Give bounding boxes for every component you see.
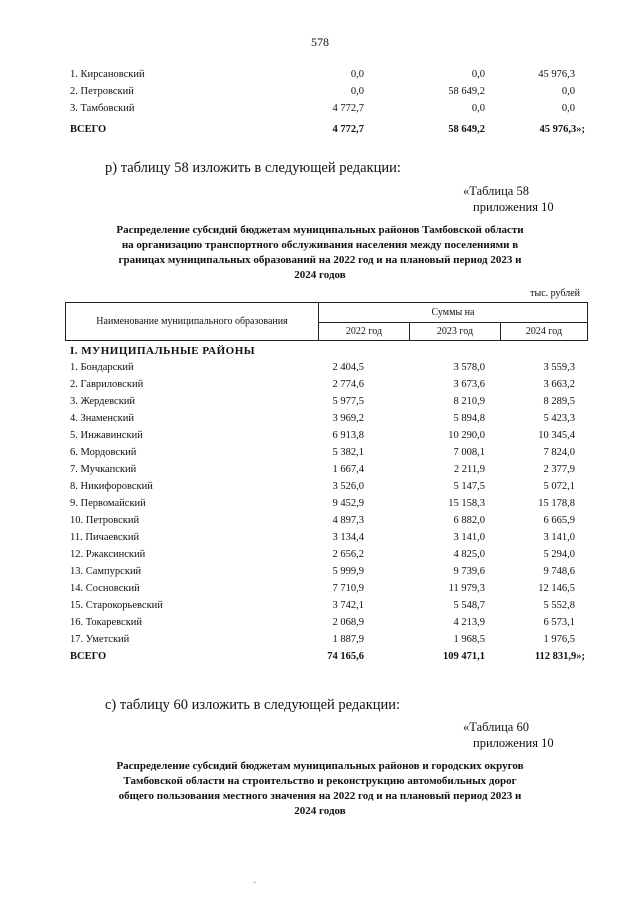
header-2023: 2023 год: [410, 323, 501, 341]
row-value-2024: 7 824,0: [543, 447, 575, 458]
row-value-2023: 8 210,9: [453, 396, 485, 407]
table-row: [70, 498, 585, 514]
page-number: 578: [311, 35, 329, 49]
row-value-2023: 10 290,0: [448, 430, 485, 441]
table-row: [70, 566, 585, 582]
row-value-2023: 4 213,9: [453, 617, 485, 628]
row-value-2024: 5 294,0: [543, 549, 575, 560]
header-2022: 2022 год: [319, 323, 410, 341]
row-value-2022: 2 404,5: [332, 362, 364, 373]
row-value-2023: 0,0: [471, 103, 485, 114]
row-value-2023: 15 158,3: [448, 498, 485, 509]
row-name: 1. Кирсановский: [70, 69, 145, 80]
header-sums: Суммы на: [319, 303, 588, 323]
row-value-2022: 4 897,3: [332, 515, 364, 526]
row-name: 10. Петровский: [70, 515, 140, 526]
row-value-2022: 2 774,6: [332, 379, 364, 390]
row-value-2023: 5 147,5: [453, 481, 485, 492]
row-value-2023: 1 968,5: [453, 634, 485, 645]
row-value-2022: 0,0: [350, 86, 364, 97]
row-name: 2. Петровский: [70, 86, 134, 97]
row-value-2022: 2 656,2: [332, 549, 364, 560]
row-value-2024: 5 552,8: [543, 600, 575, 611]
table-row: [70, 396, 585, 412]
table-row: [70, 634, 585, 650]
row-name: 12. Ржаксинский: [70, 549, 146, 560]
row-value-2024: 15 178,8: [538, 498, 575, 509]
row-value-2024: 1 976,5: [543, 634, 575, 645]
row-value-2024: 3 559,3: [543, 362, 575, 373]
row-value-2024: 10 345,4: [538, 430, 575, 441]
row-name: 2. Гавриловский: [70, 379, 144, 390]
title-line: 2024 годов: [294, 269, 346, 281]
row-value-2022: 5 382,1: [332, 447, 364, 458]
row-name: 13. Сампурский: [70, 566, 142, 577]
row-value-2022: 3 134,4: [332, 532, 364, 543]
row-value-2024: 0,0: [561, 103, 575, 114]
row-value-2023: 0,0: [471, 69, 485, 80]
row-name: 14. Сосновский: [70, 583, 140, 594]
row-value-2024: 2 377,9: [543, 464, 575, 475]
table-row: [70, 103, 585, 117]
row-value-2024: 3 663,2: [543, 379, 575, 390]
row-value-2022: 7 710,9: [332, 583, 364, 594]
row-value-2022: 9 452,9: [332, 498, 364, 509]
total-value-2024: 112 831,9»;: [534, 651, 585, 662]
table-ref-line2: приложения 10: [473, 200, 554, 214]
row-value-2023: 58 649,2: [448, 86, 485, 97]
row-value-2024: 12 146,5: [538, 583, 575, 594]
row-value-2023: 5 548,7: [453, 600, 485, 611]
row-name: 8. Никифоровский: [70, 481, 153, 492]
row-name: 7. Мучкапский: [70, 464, 137, 475]
table-row: [70, 515, 585, 531]
title-line: Тамбовской области на строительство и реконструкцию автомобильных дорог: [123, 775, 517, 787]
row-name: 4. Знаменский: [70, 413, 134, 424]
table-row: [70, 464, 585, 480]
row-value-2024: 6 665,9: [543, 515, 575, 526]
row-value-2023: 2 211,9: [453, 464, 485, 475]
total-value-2022: 4 772,7: [332, 124, 364, 135]
instruction-r: р) таблицу 58 изложить в следующей редакции:: [105, 160, 401, 176]
row-value-2023: 3 673,6: [453, 379, 485, 390]
row-value-2022: 1 667,4: [332, 464, 364, 475]
row-name: 9. Первомайский: [70, 498, 146, 509]
table-row: [70, 430, 585, 446]
row-name: 17. Уметский: [70, 634, 130, 645]
row-value-2022: 4 772,7: [332, 103, 364, 114]
row-value-2023: 5 894,8: [453, 413, 485, 424]
table-row: [70, 617, 585, 633]
table-row: [70, 86, 585, 100]
table-header: [65, 302, 588, 341]
table-row: [70, 447, 585, 463]
row-name: 16. Токаревский: [70, 617, 143, 628]
row-value-2022: 1 887,9: [332, 634, 364, 645]
title-line: Распределение субсидий бюджетам муниципальных районов Тамбовской области: [116, 224, 524, 236]
table-row: [70, 532, 585, 548]
row-value-2022: 5 977,5: [332, 396, 364, 407]
row-name: 6. Мордовский: [70, 447, 137, 458]
units-label: тыс. рублей: [530, 288, 580, 299]
total-value-2023: 58 649,2: [448, 124, 485, 135]
total-value-2023: 109 471,1: [443, 651, 485, 662]
table-ref-line1: «Таблица 60: [463, 720, 529, 734]
total-value-2022: 74 165,6: [327, 651, 364, 662]
row-name: 5. Инжавинский: [70, 430, 143, 441]
table-row: [70, 69, 585, 83]
table-row: [70, 583, 585, 599]
row-name: 3. Жердевский: [70, 396, 136, 407]
row-value-2023: 6 882,0: [453, 515, 485, 526]
row-name: 15. Старокорьевский: [70, 600, 163, 611]
row-value-2023: 4 825,0: [453, 549, 485, 560]
row-value-2024: 3 141,0: [543, 532, 575, 543]
row-value-2023: 3 141,0: [453, 532, 485, 543]
row-value-2022: 6 913,8: [332, 430, 364, 441]
section-title: I. МУНИЦИПАЛЬНЫЕ РАЙОНЫ: [70, 345, 256, 357]
title-line: общего пользования местного значения на 2022 год и на плановый период 2023 и: [118, 790, 522, 802]
stamp-mark: ": [253, 880, 257, 889]
row-name: 1. Бондарский: [70, 362, 134, 373]
table-title: [60, 759, 580, 819]
row-value-2024: 45 976,3: [538, 69, 575, 80]
row-value-2024: 5 423,3: [543, 413, 575, 424]
row-value-2023: 11 979,3: [448, 583, 485, 594]
table-row: [70, 362, 585, 378]
total-label: ВСЕГО: [70, 124, 107, 135]
row-value-2023: 3 578,0: [453, 362, 485, 373]
total-row: [70, 651, 585, 667]
table-row: [70, 379, 585, 395]
row-value-2023: 7 008,1: [453, 447, 485, 458]
table-title: [60, 223, 580, 283]
title-line: на организацию транспортного обслуживания населения между поселениями в: [121, 239, 519, 251]
instruction-s: с) таблицу 60 изложить в следующей редакции:: [105, 697, 401, 713]
header-name-col: Наименование муниципального образования: [66, 303, 319, 341]
total-value-2024: 45 976,3»;: [539, 124, 585, 135]
total-label: ВСЕГО: [70, 651, 107, 662]
row-value-2023: 9 739,6: [453, 566, 485, 577]
total-row: [70, 124, 585, 138]
row-value-2022: 3 742,1: [332, 600, 364, 611]
title-line: границах муниципальных образований на 2022 год и на плановый период 2023 и: [118, 254, 522, 266]
row-name: 11. Пичаевский: [70, 532, 140, 543]
row-value-2022: 5 999,9: [332, 566, 364, 577]
table-ref-line1: «Таблица 58: [463, 184, 529, 198]
row-value-2024: 0,0: [561, 86, 575, 97]
row-value-2024: 5 072,1: [543, 481, 575, 492]
table-row: [70, 481, 585, 497]
row-value-2022: 0,0: [350, 69, 364, 80]
row-name: 3. Тамбовский: [70, 103, 135, 114]
table-row: [70, 413, 585, 429]
row-value-2022: 2 068,9: [332, 617, 364, 628]
table-ref-line2: приложения 10: [473, 736, 554, 750]
row-value-2024: 6 573,1: [543, 617, 575, 628]
table-row: [70, 600, 585, 616]
title-line: 2024 годов: [294, 805, 346, 817]
row-value-2022: 3 526,0: [332, 481, 364, 492]
row-value-2024: 9 748,6: [543, 566, 575, 577]
header-2024: 2024 год: [501, 323, 588, 341]
table-row: [70, 549, 585, 565]
row-value-2024: 8 289,5: [543, 396, 575, 407]
row-value-2022: 3 969,2: [332, 413, 364, 424]
title-line: Распределение субсидий бюджетам муниципальных районов и городских округов: [116, 760, 524, 772]
